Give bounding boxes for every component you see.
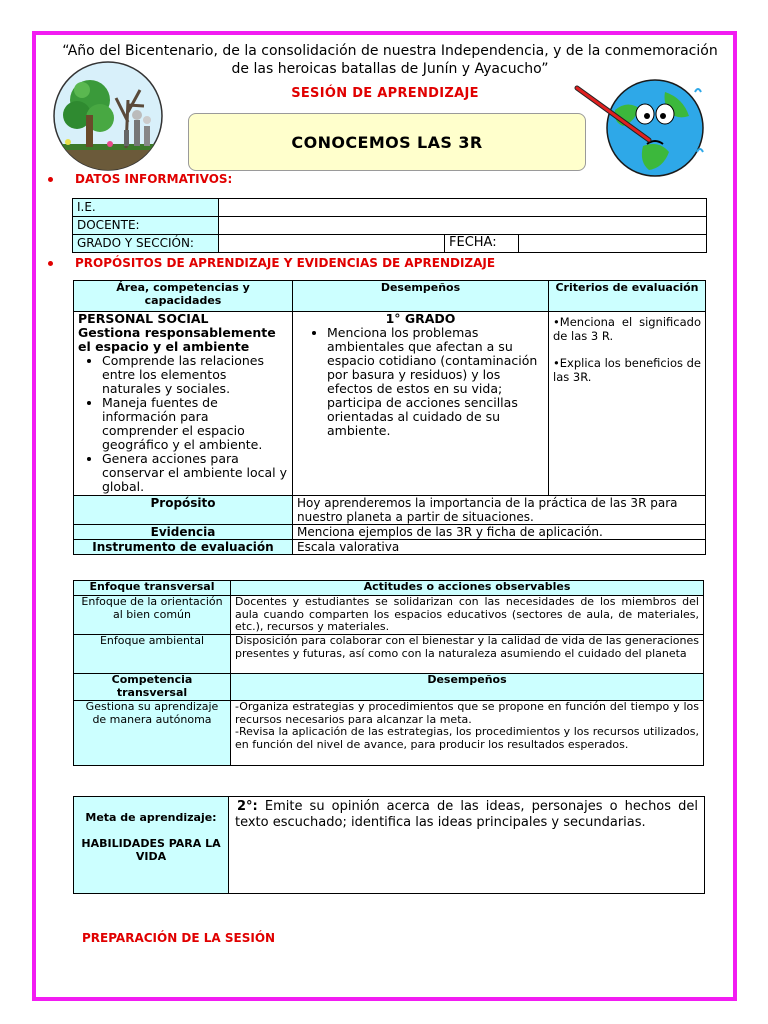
table-row [74, 281, 706, 312]
table-row [73, 235, 707, 253]
meta-content-cell [229, 797, 705, 894]
meta-label-cell [74, 797, 229, 894]
desempeno-cell [293, 312, 549, 496]
desempeno-list [297, 326, 544, 438]
col-criterios: Criterios de evaluación [549, 281, 706, 312]
enfoques-table [73, 580, 704, 766]
instrumento-label: Instrumento de evaluación [74, 540, 293, 555]
evidencia-value: Menciona ejemplos de las 3R y ficha de aplicación. [293, 525, 706, 540]
enfoque-name: Enfoque ambiental [74, 635, 231, 674]
desempeno-item: -Organiza estrategias y procedimientos que se propone en función del tiempo y los recursos necesarios para alcanzar la meta. [235, 700, 699, 726]
datos-heading-text: DATOS INFORMATIVOS: [75, 172, 233, 186]
table-row [74, 596, 704, 635]
motto-text: “Año del Bicentenario, de la consolidación de nuestra Independencia, y de la conmemoración de las heroicas batallas de Junín y Ayacucho” [62, 43, 718, 77]
datos-heading [48, 172, 232, 186]
enfoque-actitud: Disposición para colaborar con el bienestar y la calidad de vida de las generaciones presentes y futuras, así como con la naturaleza asumiendo el cuidado del planeta [231, 635, 704, 674]
criterio-item: •Menciona el significado de las 3 R. [553, 315, 701, 343]
docente-label: DOCENTE: [73, 217, 219, 235]
list-item: • Comprende las relaciones entre los elementos naturales y sociales. [102, 354, 288, 396]
topic-title-box [188, 113, 586, 171]
table-row [74, 701, 704, 766]
earth-thermometer-illustration [565, 70, 705, 180]
area-name: PERSONAL SOCIAL [78, 311, 209, 326]
session-title: SESIÓN DE APRENDIZAJE [291, 86, 479, 101]
table-row [74, 674, 704, 701]
table-row [74, 797, 705, 894]
list-item: • Maneja fuentes de información para comprender el espacio geográfico y el ambiente. [102, 396, 288, 452]
capacidades-list [78, 354, 288, 494]
proposito-label: Propósito [74, 496, 293, 525]
datos-table [72, 198, 707, 253]
ie-label: I.E. [73, 199, 219, 217]
table-row [74, 540, 706, 555]
table-row [73, 217, 707, 235]
enfoque-actitud: Docentes y estudiantes se solidarizan con las necesidades de los miembros del aula cuando comparten los espacios educativos (sectores de aula, de materiales, etc.), recursos y materiales. [231, 596, 704, 635]
proposito-value: Hoy aprenderemos la importancia de la práctica de las 3R para nuestro planeta a partir de situaciones. [293, 496, 706, 525]
col-actitudes: Actitudes o acciones observables [231, 581, 704, 596]
grado-value [219, 235, 445, 253]
list-item: • Menciona los problemas ambientales que afectan a su espacio cotidiano (contaminación por basura y residuos) y los efectos de estos en su vida; participa de acciones sencillas orientadas al cuidado de su ambiente. [327, 326, 544, 438]
grado-label: GRADO Y SECCIÓN: [73, 235, 219, 253]
preparacion-heading: PREPARACIÓN DE LA SESIÓN [82, 931, 276, 945]
habilidades-label: HABILIDADES PARA LA VIDA [81, 837, 221, 863]
meta-table [73, 796, 705, 894]
col-area: Área, competencias y capacidades [74, 281, 293, 312]
ie-value [219, 199, 707, 217]
grado-heading: 1° GRADO [385, 311, 456, 326]
meta-grado: 2°: [237, 799, 258, 814]
col-competencia: Competencia transversal [74, 674, 231, 701]
col-desempenos-transversal: Desempeños [231, 674, 704, 701]
bullet-icon [48, 177, 53, 182]
col-desempenos: Desempeños [293, 281, 549, 312]
table-row [74, 581, 704, 596]
table-row [74, 635, 704, 674]
table-row [74, 312, 706, 496]
propositos-table [73, 280, 706, 555]
bullet-icon [48, 261, 53, 266]
meta-label: Meta de aprendizaje: [85, 811, 217, 824]
propositos-heading [48, 256, 495, 270]
desempenos-transversal-cell [231, 701, 704, 766]
docente-value [219, 217, 707, 235]
competencia-name: Gestiona responsablemente el espacio y el ambiente [78, 325, 276, 354]
table-row [73, 199, 707, 217]
area-cell [74, 312, 293, 496]
criterios-cell [549, 312, 706, 496]
enfoque-name: Enfoque de la orientación al bien común [74, 596, 231, 635]
meta-texto: Emite su opinión acerca de las ideas, personajes o hechos del texto escuchado; identifica las ideas principales y secundarias. [235, 799, 698, 830]
instrumento-value: Escala valorativa [293, 540, 706, 555]
competencia-transversal: Gestiona su aprendizaje de manera autónoma [74, 701, 231, 766]
evidencia-label: Evidencia [74, 525, 293, 540]
table-row [74, 496, 706, 525]
desempeno-item: -Revisa la aplicación de las estrategias, los procedimientos y los recursos utilizados, en función del nivel de avance, para producir los resultados esperados. [235, 725, 699, 751]
criterio-item: •Explica los beneficios de las 3R. [553, 356, 702, 384]
tree-illustration [52, 60, 164, 172]
fecha-value [519, 235, 707, 253]
propositos-heading-text: PROPÓSITOS DE APRENDIZAJE Y EVIDENCIAS DE APRENDIZAJE [75, 256, 496, 270]
topic-title: CONOCEMOS LAS 3R [291, 132, 483, 152]
table-row [74, 525, 706, 540]
col-enfoque: Enfoque transversal [74, 581, 231, 596]
fecha-label: FECHA: [445, 235, 519, 253]
list-item: • Genera acciones para conservar el ambiente local y global. [102, 452, 288, 494]
